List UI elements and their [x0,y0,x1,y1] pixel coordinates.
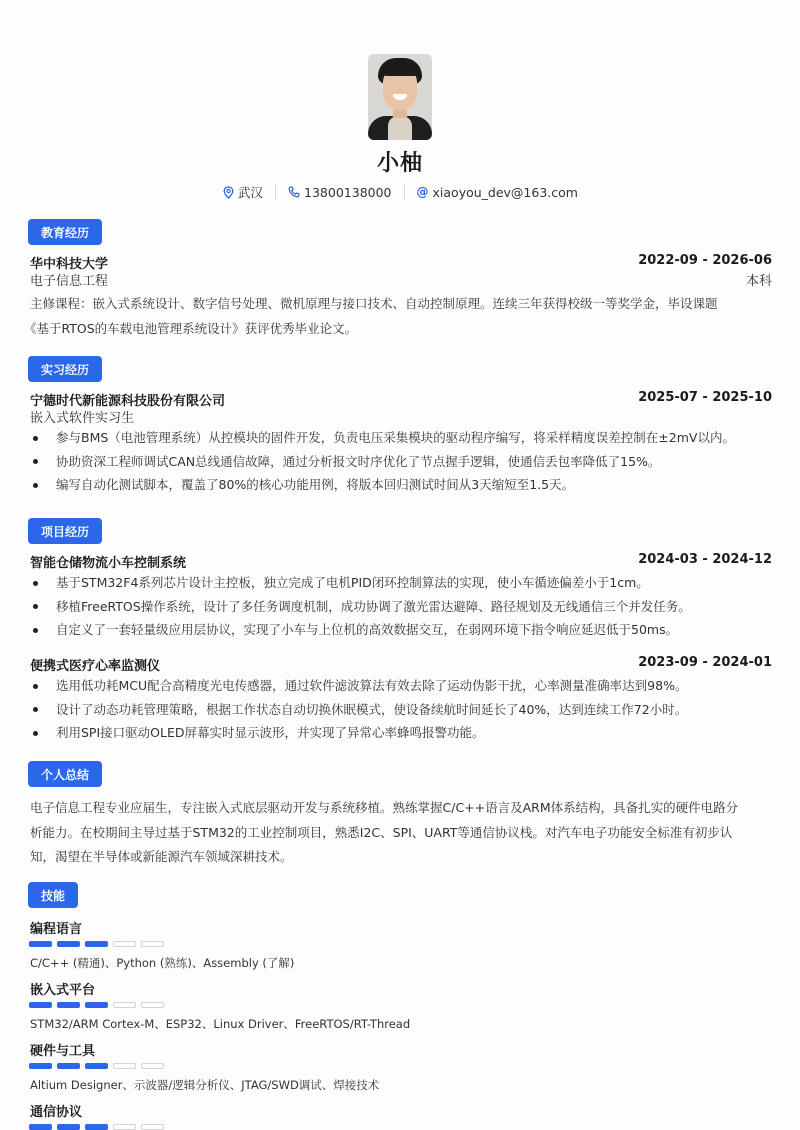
skill-level-bar [29,1124,164,1130]
list-item: 移植FreeRTOS操作系统，设计了多任务调度机制，成功协调了激光雷达避障、路径规划及无线通信三个并发任务。 [30,595,772,619]
candidate-name: 小柚 [376,151,423,176]
skill-description: Altium Designer、示波器/逻辑分析仪、JTAG/SWD调试、焊接技术 [30,1078,380,1092]
section-badge-internship: 实习经历 [28,356,102,382]
school-name: 华中科技大学 [30,257,109,272]
list-item: 参与BMS（电池管理系统）从控模块的固件开发，负责电压采集模块的驱动程序编写，将采样精度误差控制在±2mV以内。 [30,426,772,450]
phone-icon [288,185,300,199]
project-period: 2023-09 - 2024-01 [638,655,772,670]
list-item: 协助资深工程师调试CAN总线通信故障，通过分析报文时序优化了节点握手逻辑，使通信丢包率降低了15%。 [30,450,772,474]
internship-role: 嵌入式软件实习生 [30,411,135,426]
divider [275,185,276,199]
contact-location: 武汉 [222,183,263,201]
project-period: 2024-03 - 2024-12 [638,552,772,567]
internship-period: 2025-07 - 2025-10 [638,390,772,405]
education-subheader [30,270,772,289]
skill-name: 编程语言 [30,922,83,937]
list-item: 选用低功耗MCU配合高精度光电传感器，通过软件滤波算法有效去除了运动伪影干扰，心率测量准确率达到98%。 [30,674,772,698]
section-badge-projects: 项目经历 [28,518,102,544]
summary-text: 电子信息工程专业应届生，专注嵌入式底层驱动开发与系统移植。熟练掌握C/C++语言及ARM体系结构，具备扎实的硬件电路分 析能力。在校期间主导过基于STM32的工业控制项目，熟悉I2C、SPI、UART等通信协议栈。对汽车电子功能安全标准有初步认 知，渴望在半导体或新能源汽车领域深耕技术。 [30,800,739,864]
major: 电子信息工程 [30,274,109,289]
project-name: 便携式医疗心率监测仪 [30,659,161,674]
skill-name: 嵌入式平台 [30,983,96,998]
list-item: 自定义了一套轻量级应用层协议，实现了小车与上位机的高效数据交互，在弱网环境下指令响应延迟低于50ms。 [30,618,772,642]
project-header [30,552,772,571]
location-icon [222,185,234,199]
skill-name: 通信协议 [30,1105,83,1120]
project-bullets [30,571,772,642]
project-name: 智能仓储物流小车控制系统 [30,556,187,571]
internship-bullets [30,426,772,497]
skill-description: C/C++ (精通)、Python (熟练)、Assembly (了解) [30,956,295,970]
skill-level-bar [29,941,164,947]
contact-info [0,183,800,201]
skill-description: STM32/ARM Cortex-M、ESP32、Linux Driver、FreeRTOS/RT-Thread [30,1017,411,1031]
company-name: 宁德时代新能源科技股份有限公司 [30,394,226,409]
project-bullets [30,674,772,745]
education-description: 主修课程：嵌入式系统设计、数字信号处理、微机原理与接口技术、自动控制原理。连续三年获得校级一等奖学金，毕设课题 《基于RTOS的车载电池管理系统设计》获评优秀毕业论文。 [24,296,718,336]
contact-phone[interactable]: 13800138000 [288,185,391,200]
email-icon: @ [416,185,429,199]
list-item: 基于STM32F4系列芯片设计主控板，独立完成了电机PID闭环控制算法的实现，使小车循迹偏差小于1cm。 [30,571,772,595]
project-header [30,655,772,674]
list-item: 利用SPI接口驱动OLED屏幕实时显示波形，并实现了异常心率蜂鸣报警功能。 [30,721,772,745]
section-badge-education: 教育经历 [28,219,102,245]
internship-header [30,390,772,409]
skill-name: 硬件与工具 [30,1044,96,1059]
skill-level-bar [29,1002,164,1008]
list-item: 编写自动化测试脚本，覆盖了80%的核心功能用例，将版本回归测试时间从3天缩短至1.5天。 [30,473,772,497]
list-item: 设计了动态功耗管理策略，根据工作状态自动切换休眠模式，使设备续航时间延长了40%，达到连续工作72小时。 [30,698,772,722]
section-badge-skills: 技能 [28,882,78,908]
education-period: 2022-09 - 2026-06 [638,253,772,268]
section-badge-summary: 个人总结 [28,761,102,787]
degree: 本科 [745,274,772,289]
avatar [368,54,432,140]
divider [404,185,405,199]
skill-level-bar [29,1063,164,1069]
contact-email[interactable]: @ xiaoyou_dev@163.com [416,184,578,200]
